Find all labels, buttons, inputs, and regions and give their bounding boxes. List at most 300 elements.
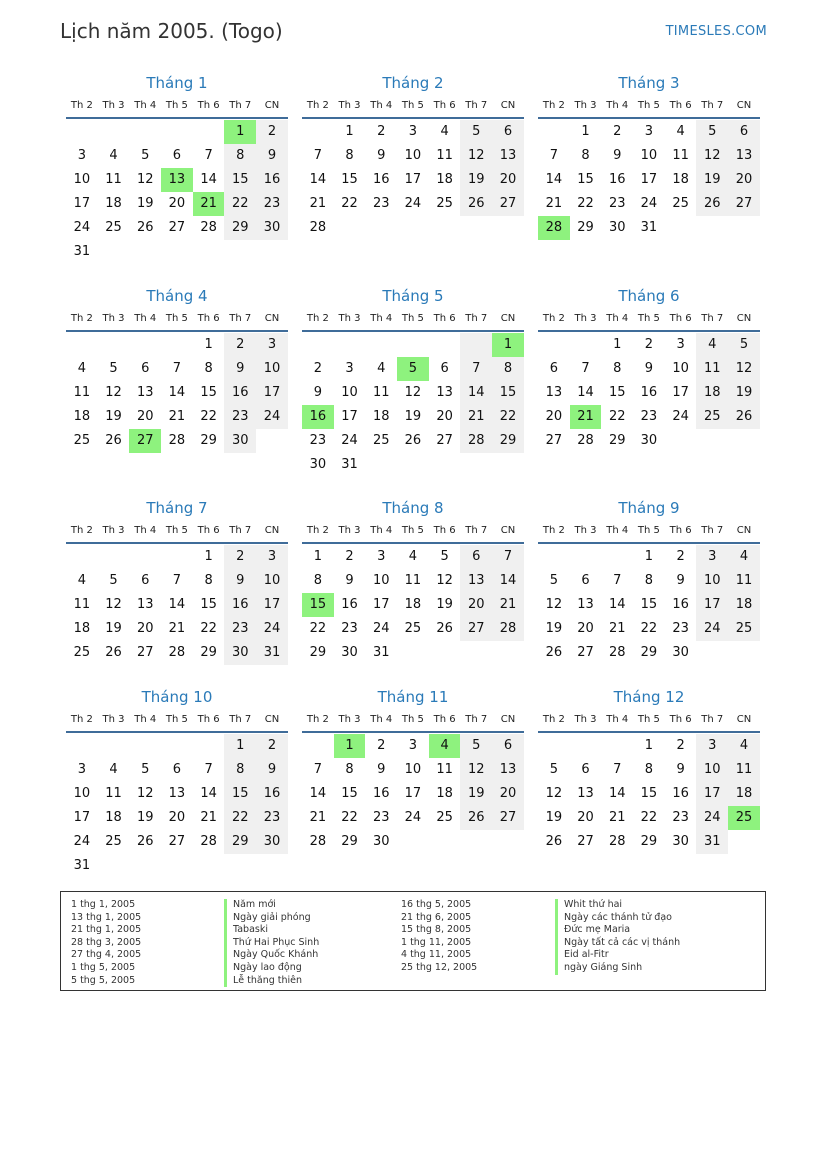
day-cell[interactable]: 10 <box>256 569 288 593</box>
day-cell[interactable]: 29 <box>224 216 256 240</box>
day-cell[interactable]: 14 <box>200 172 217 187</box>
day-cell[interactable]: 27 <box>577 645 594 660</box>
day-cell[interactable]: 3 <box>77 762 86 777</box>
day-cell[interactable]: 11 <box>105 786 122 801</box>
day-cell[interactable]: 27 <box>492 192 524 216</box>
day-cell[interactable]: 17 <box>256 381 288 405</box>
day-cell[interactable]: 14 <box>168 597 186 612</box>
day-cell[interactable]: 8 <box>613 361 622 376</box>
day-cell[interactable]: 21 <box>545 196 563 211</box>
day-cell[interactable]: 11 <box>372 385 390 400</box>
day-cell[interactable]: 22 <box>200 621 217 636</box>
day-cell[interactable]: 9 <box>377 148 386 163</box>
day-cell[interactable]: 8 <box>345 762 354 777</box>
day-cell[interactable]: 20 <box>728 168 760 192</box>
day-cell[interactable]: 12 <box>696 144 728 168</box>
day-cell[interactable]: 4 <box>728 734 760 758</box>
day-cell[interactable]: 21 <box>168 621 186 636</box>
day-cell[interactable]: 24 <box>73 220 91 235</box>
day-cell[interactable]: 26 <box>136 220 154 235</box>
day-cell[interactable]: 2 <box>676 738 685 753</box>
day-cell[interactable]: 11 <box>728 569 760 593</box>
day-cell[interactable]: 21 <box>492 593 524 617</box>
day-cell[interactable]: 22 <box>640 621 658 636</box>
day-cell[interactable]: 5 <box>460 734 492 758</box>
day-cell[interactable]: 11 <box>404 573 422 588</box>
day-cell[interactable]: 24 <box>256 617 288 641</box>
day-cell[interactable]: 16 <box>256 168 288 192</box>
day-cell[interactable]: 31 <box>372 645 390 660</box>
day-cell[interactable]: 3 <box>696 545 728 569</box>
day-cell[interactable]: 4 <box>676 124 685 139</box>
day-cell[interactable]: 12 <box>436 573 453 588</box>
day-cell[interactable]: 3 <box>696 734 728 758</box>
day-cell[interactable]: 17 <box>372 597 390 612</box>
day-cell[interactable]: 2 <box>676 549 685 564</box>
day-cell[interactable]: 9 <box>345 573 354 588</box>
day-cell[interactable]: 23 <box>256 806 288 830</box>
day-cell[interactable]: 28 <box>200 220 217 235</box>
day-cell[interactable]: 25 <box>105 834 122 849</box>
day-cell[interactable]: 23 <box>224 617 256 641</box>
day-cell[interactable]: 15 <box>224 168 256 192</box>
day-cell[interactable]: 22 <box>224 192 256 216</box>
day-cell[interactable]: 9 <box>613 148 622 163</box>
day-cell[interactable]: 18 <box>105 196 122 211</box>
day-cell[interactable]: 26 <box>460 192 492 216</box>
day-cell[interactable]: 21 <box>193 192 225 216</box>
day-cell[interactable]: 10 <box>341 385 358 400</box>
day-cell[interactable]: 6 <box>460 545 492 569</box>
day-cell[interactable]: 18 <box>73 409 91 424</box>
day-cell[interactable]: 17 <box>404 172 422 187</box>
day-cell[interactable]: 28 <box>492 617 524 641</box>
day-cell[interactable]: 29 <box>577 220 594 235</box>
day-cell[interactable]: 19 <box>545 621 563 636</box>
day-cell[interactable]: 10 <box>404 148 422 163</box>
day-cell[interactable]: 27 <box>168 834 186 849</box>
day-cell[interactable]: 14 <box>608 597 626 612</box>
day-cell[interactable]: 23 <box>372 196 390 211</box>
day-cell[interactable]: 24 <box>404 196 422 211</box>
day-cell[interactable]: 9 <box>224 357 256 381</box>
day-cell[interactable]: 17 <box>73 810 91 825</box>
day-cell[interactable]: 29 <box>224 830 256 854</box>
day-cell[interactable]: 1 <box>224 734 256 758</box>
day-cell[interactable]: 20 <box>436 409 453 424</box>
day-cell[interactable]: 6 <box>581 573 590 588</box>
day-cell[interactable]: 4 <box>429 734 461 758</box>
day-cell[interactable]: 5 <box>397 357 429 381</box>
day-cell[interactable]: 2 <box>644 337 654 352</box>
day-cell[interactable]: 9 <box>644 361 654 376</box>
day-cell[interactable]: 18 <box>404 597 422 612</box>
day-cell[interactable]: 8 <box>644 762 654 777</box>
day-cell[interactable]: 5 <box>549 762 558 777</box>
day-cell[interactable]: 3 <box>676 337 685 352</box>
day-cell[interactable]: 1 <box>224 120 256 144</box>
day-cell[interactable]: 8 <box>313 573 322 588</box>
day-cell[interactable]: 14 <box>309 786 327 801</box>
day-cell[interactable]: 1 <box>313 549 322 564</box>
day-cell[interactable]: 17 <box>696 593 728 617</box>
day-cell[interactable]: 16 <box>341 597 358 612</box>
day-cell[interactable]: 11 <box>73 597 91 612</box>
day-cell[interactable]: 7 <box>172 573 182 588</box>
day-cell[interactable]: 30 <box>309 457 327 472</box>
day-cell[interactable]: 17 <box>404 786 422 801</box>
day-cell[interactable]: 15 <box>577 172 594 187</box>
day-cell[interactable]: 25 <box>404 621 422 636</box>
day-cell[interactable]: 20 <box>545 409 563 424</box>
day-cell[interactable]: 6 <box>141 573 150 588</box>
day-cell[interactable]: 25 <box>672 196 689 211</box>
day-cell[interactable]: 8 <box>345 148 354 163</box>
day-cell[interactable]: 23 <box>224 405 256 429</box>
day-cell[interactable]: 27 <box>129 429 161 453</box>
day-cell[interactable]: 18 <box>728 593 760 617</box>
day-cell[interactable]: 21 <box>309 196 327 211</box>
day-cell[interactable]: 28 <box>309 220 327 235</box>
day-cell[interactable]: 21 <box>200 810 217 825</box>
day-cell[interactable]: 7 <box>313 762 322 777</box>
day-cell[interactable]: 3 <box>408 738 418 753</box>
day-cell[interactable]: 28 <box>538 216 570 240</box>
day-cell[interactable]: 26 <box>728 405 760 429</box>
day-cell[interactable]: 10 <box>256 357 288 381</box>
day-cell[interactable]: 12 <box>728 357 760 381</box>
day-cell[interactable]: 30 <box>224 429 256 453</box>
day-cell[interactable]: 19 <box>105 621 122 636</box>
brand-link[interactable]: TIMESLES.COM <box>665 24 767 39</box>
day-cell[interactable]: 22 <box>341 810 358 825</box>
day-cell[interactable]: 6 <box>492 120 524 144</box>
day-cell[interactable]: 5 <box>440 549 449 564</box>
day-cell[interactable]: 15 <box>341 786 358 801</box>
day-cell[interactable]: 3 <box>77 148 86 163</box>
day-cell[interactable]: 27 <box>136 645 154 660</box>
day-cell[interactable]: 30 <box>256 830 288 854</box>
day-cell[interactable]: 15 <box>608 385 626 400</box>
day-cell[interactable]: 12 <box>136 172 154 187</box>
day-cell[interactable]: 24 <box>640 196 658 211</box>
day-cell[interactable]: 23 <box>608 196 626 211</box>
day-cell[interactable]: 19 <box>460 782 492 806</box>
day-cell[interactable]: 25 <box>436 810 453 825</box>
day-cell[interactable]: 12 <box>545 597 563 612</box>
day-cell[interactable]: 26 <box>436 621 453 636</box>
day-cell[interactable]: 16 <box>224 381 256 405</box>
day-cell[interactable]: 1 <box>492 333 524 357</box>
day-cell[interactable]: 8 <box>224 758 256 782</box>
day-cell[interactable]: 12 <box>105 597 122 612</box>
day-cell[interactable]: 14 <box>200 786 217 801</box>
day-cell[interactable]: 16 <box>256 782 288 806</box>
day-cell[interactable]: 1 <box>204 337 213 352</box>
day-cell[interactable]: 3 <box>345 361 354 376</box>
day-cell[interactable]: 2 <box>256 120 288 144</box>
day-cell[interactable]: 4 <box>440 124 449 139</box>
day-cell[interactable]: 20 <box>577 621 594 636</box>
day-cell[interactable]: 11 <box>728 758 760 782</box>
day-cell[interactable]: 27 <box>436 433 453 448</box>
day-cell[interactable]: 5 <box>109 361 118 376</box>
day-cell[interactable]: 15 <box>640 597 658 612</box>
day-cell[interactable]: 22 <box>224 806 256 830</box>
day-cell[interactable]: 16 <box>372 786 390 801</box>
day-cell[interactable]: 18 <box>436 786 453 801</box>
day-cell[interactable]: 19 <box>545 810 563 825</box>
day-cell[interactable]: 1 <box>613 337 622 352</box>
day-cell[interactable]: 14 <box>460 381 492 405</box>
day-cell[interactable]: 2 <box>613 124 622 139</box>
day-cell[interactable]: 20 <box>136 409 154 424</box>
day-cell[interactable]: 16 <box>640 385 658 400</box>
day-cell[interactable]: 14 <box>577 385 594 400</box>
day-cell[interactable]: 12 <box>460 758 492 782</box>
day-cell[interactable]: 5 <box>460 120 492 144</box>
day-cell[interactable]: 20 <box>168 196 186 211</box>
day-cell[interactable]: 21 <box>608 810 626 825</box>
day-cell[interactable]: 25 <box>728 806 760 830</box>
day-cell[interactable]: 5 <box>728 333 760 357</box>
day-cell[interactable]: 27 <box>492 806 524 830</box>
day-cell[interactable]: 29 <box>309 645 327 660</box>
day-cell[interactable]: 27 <box>460 617 492 641</box>
day-cell[interactable]: 27 <box>168 220 186 235</box>
day-cell[interactable]: 13 <box>545 385 563 400</box>
day-cell[interactable]: 19 <box>696 168 728 192</box>
day-cell[interactable]: 13 <box>577 597 594 612</box>
day-cell[interactable]: 21 <box>460 405 492 429</box>
day-cell[interactable]: 13 <box>492 144 524 168</box>
day-cell[interactable]: 17 <box>672 385 689 400</box>
day-cell[interactable]: 4 <box>728 545 760 569</box>
day-cell[interactable]: 13 <box>577 786 594 801</box>
day-cell[interactable]: 8 <box>224 144 256 168</box>
day-cell[interactable]: 25 <box>73 433 91 448</box>
day-cell[interactable]: 16 <box>608 172 626 187</box>
day-cell[interactable]: 10 <box>696 758 728 782</box>
day-cell[interactable]: 30 <box>224 641 256 665</box>
day-cell[interactable]: 4 <box>77 361 86 376</box>
day-cell[interactable]: 23 <box>640 409 658 424</box>
day-cell[interactable]: 22 <box>341 196 358 211</box>
day-cell[interactable]: 26 <box>460 806 492 830</box>
day-cell[interactable]: 6 <box>172 148 182 163</box>
day-cell[interactable]: 7 <box>172 361 182 376</box>
day-cell[interactable]: 29 <box>640 645 658 660</box>
day-cell[interactable]: 14 <box>545 172 563 187</box>
day-cell[interactable]: 13 <box>492 758 524 782</box>
day-cell[interactable]: 11 <box>696 357 728 381</box>
day-cell[interactable]: 8 <box>492 357 524 381</box>
day-cell[interactable]: 10 <box>696 569 728 593</box>
day-cell[interactable]: 12 <box>404 385 422 400</box>
day-cell[interactable]: 31 <box>73 244 91 259</box>
day-cell[interactable]: 7 <box>204 148 213 163</box>
day-cell[interactable]: 9 <box>256 758 288 782</box>
day-cell[interactable]: 17 <box>341 409 358 424</box>
day-cell[interactable]: 28 <box>309 834 327 849</box>
day-cell[interactable]: 2 <box>345 549 354 564</box>
day-cell[interactable]: 13 <box>168 786 186 801</box>
day-cell[interactable]: 23 <box>309 433 327 448</box>
day-cell[interactable]: 2 <box>224 545 256 569</box>
day-cell[interactable]: 12 <box>136 786 154 801</box>
day-cell[interactable]: 5 <box>141 762 150 777</box>
day-cell[interactable]: 28 <box>608 645 626 660</box>
day-cell[interactable]: 28 <box>168 433 186 448</box>
day-cell[interactable]: 30 <box>608 220 626 235</box>
day-cell[interactable]: 3 <box>408 124 418 139</box>
day-cell[interactable]: 29 <box>640 834 658 849</box>
day-cell[interactable]: 17 <box>696 782 728 806</box>
day-cell[interactable]: 11 <box>436 762 453 777</box>
day-cell[interactable]: 26 <box>696 192 728 216</box>
day-cell[interactable]: 8 <box>644 573 654 588</box>
day-cell[interactable]: 14 <box>309 172 327 187</box>
day-cell[interactable]: 24 <box>372 621 390 636</box>
day-cell[interactable]: 10 <box>372 573 390 588</box>
day-cell[interactable]: 5 <box>109 573 118 588</box>
day-cell[interactable]: 26 <box>105 433 122 448</box>
day-cell[interactable]: 19 <box>404 409 422 424</box>
day-cell[interactable]: 20 <box>577 810 594 825</box>
day-cell[interactable]: 26 <box>545 645 563 660</box>
day-cell[interactable]: 1 <box>204 549 213 564</box>
day-cell[interactable]: 30 <box>341 645 358 660</box>
day-cell[interactable]: 19 <box>460 168 492 192</box>
day-cell[interactable]: 8 <box>581 148 590 163</box>
day-cell[interactable]: 7 <box>581 361 590 376</box>
day-cell[interactable]: 24 <box>73 834 91 849</box>
day-cell[interactable]: 9 <box>676 762 685 777</box>
day-cell[interactable]: 24 <box>256 405 288 429</box>
day-cell[interactable]: 4 <box>109 762 118 777</box>
day-cell[interactable]: 19 <box>728 381 760 405</box>
day-cell[interactable]: 15 <box>200 597 217 612</box>
day-cell[interactable]: 29 <box>492 429 524 453</box>
day-cell[interactable]: 31 <box>696 830 728 854</box>
day-cell[interactable]: 6 <box>492 734 524 758</box>
day-cell[interactable]: 27 <box>728 192 760 216</box>
day-cell[interactable]: 23 <box>672 810 689 825</box>
day-cell[interactable]: 14 <box>492 569 524 593</box>
day-cell[interactable]: 7 <box>549 148 558 163</box>
day-cell[interactable]: 18 <box>372 409 390 424</box>
day-cell[interactable]: 10 <box>404 762 422 777</box>
day-cell[interactable]: 12 <box>105 385 122 400</box>
day-cell[interactable]: 6 <box>440 361 449 376</box>
day-cell[interactable]: 25 <box>436 196 453 211</box>
day-cell[interactable]: 14 <box>168 385 186 400</box>
day-cell[interactable]: 28 <box>168 645 186 660</box>
day-cell[interactable]: 1 <box>644 738 654 753</box>
day-cell[interactable]: 4 <box>109 148 118 163</box>
day-cell[interactable]: 22 <box>608 409 626 424</box>
day-cell[interactable]: 16 <box>372 172 390 187</box>
day-cell[interactable]: 17 <box>640 172 658 187</box>
day-cell[interactable]: 13 <box>728 144 760 168</box>
day-cell[interactable]: 13 <box>161 168 193 192</box>
day-cell[interactable]: 20 <box>492 168 524 192</box>
day-cell[interactable]: 8 <box>204 573 213 588</box>
day-cell[interactable]: 25 <box>696 405 728 429</box>
day-cell[interactable]: 22 <box>492 405 524 429</box>
day-cell[interactable]: 9 <box>377 762 386 777</box>
day-cell[interactable]: 23 <box>256 192 288 216</box>
day-cell[interactable]: 13 <box>136 597 154 612</box>
day-cell[interactable]: 7 <box>460 357 492 381</box>
day-cell[interactable]: 19 <box>136 196 154 211</box>
day-cell[interactable]: 26 <box>105 645 122 660</box>
day-cell[interactable]: 4 <box>77 573 86 588</box>
day-cell[interactable]: 9 <box>256 144 288 168</box>
day-cell[interactable]: 22 <box>200 409 217 424</box>
day-cell[interactable]: 9 <box>224 569 256 593</box>
day-cell[interactable]: 20 <box>460 593 492 617</box>
day-cell[interactable]: 6 <box>549 361 558 376</box>
day-cell[interactable]: 1 <box>334 734 366 758</box>
day-cell[interactable]: 1 <box>345 124 354 139</box>
day-cell[interactable]: 31 <box>73 858 91 873</box>
day-cell[interactable]: 30 <box>640 433 658 448</box>
day-cell[interactable]: 21 <box>309 810 327 825</box>
day-cell[interactable]: 26 <box>136 834 154 849</box>
day-cell[interactable]: 10 <box>73 786 91 801</box>
day-cell[interactable]: 19 <box>136 810 154 825</box>
day-cell[interactable]: 2 <box>377 738 386 753</box>
day-cell[interactable]: 4 <box>377 361 386 376</box>
day-cell[interactable]: 30 <box>672 834 689 849</box>
day-cell[interactable]: 15 <box>302 593 334 617</box>
day-cell[interactable]: 14 <box>608 786 626 801</box>
day-cell[interactable]: 4 <box>696 333 728 357</box>
day-cell[interactable]: 9 <box>676 573 685 588</box>
day-cell[interactable]: 15 <box>224 782 256 806</box>
day-cell[interactable]: 15 <box>341 172 358 187</box>
day-cell[interactable]: 19 <box>105 409 122 424</box>
day-cell[interactable]: 11 <box>436 148 453 163</box>
day-cell[interactable]: 25 <box>73 645 91 660</box>
day-cell[interactable]: 18 <box>436 172 453 187</box>
day-cell[interactable]: 21 <box>570 405 602 429</box>
day-cell[interactable]: 15 <box>492 381 524 405</box>
day-cell[interactable]: 31 <box>256 641 288 665</box>
day-cell[interactable]: 6 <box>728 120 760 144</box>
day-cell[interactable]: 16 <box>672 786 689 801</box>
day-cell[interactable]: 18 <box>672 172 689 187</box>
day-cell[interactable]: 7 <box>492 545 524 569</box>
day-cell[interactable]: 3 <box>377 549 386 564</box>
day-cell[interactable]: 1 <box>644 549 654 564</box>
day-cell[interactable]: 31 <box>341 457 358 472</box>
day-cell[interactable]: 16 <box>672 597 689 612</box>
day-cell[interactable]: 3 <box>256 545 288 569</box>
day-cell[interactable]: 24 <box>696 617 728 641</box>
day-cell[interactable]: 5 <box>141 148 150 163</box>
day-cell[interactable]: 8 <box>204 361 213 376</box>
day-cell[interactable]: 17 <box>73 196 91 211</box>
day-cell[interactable]: 11 <box>672 148 689 163</box>
day-cell[interactable]: 19 <box>436 597 453 612</box>
day-cell[interactable]: 18 <box>696 381 728 405</box>
day-cell[interactable]: 9 <box>313 385 322 400</box>
day-cell[interactable]: 22 <box>640 810 658 825</box>
day-cell[interactable]: 1 <box>581 124 590 139</box>
day-cell[interactable]: 5 <box>549 573 558 588</box>
